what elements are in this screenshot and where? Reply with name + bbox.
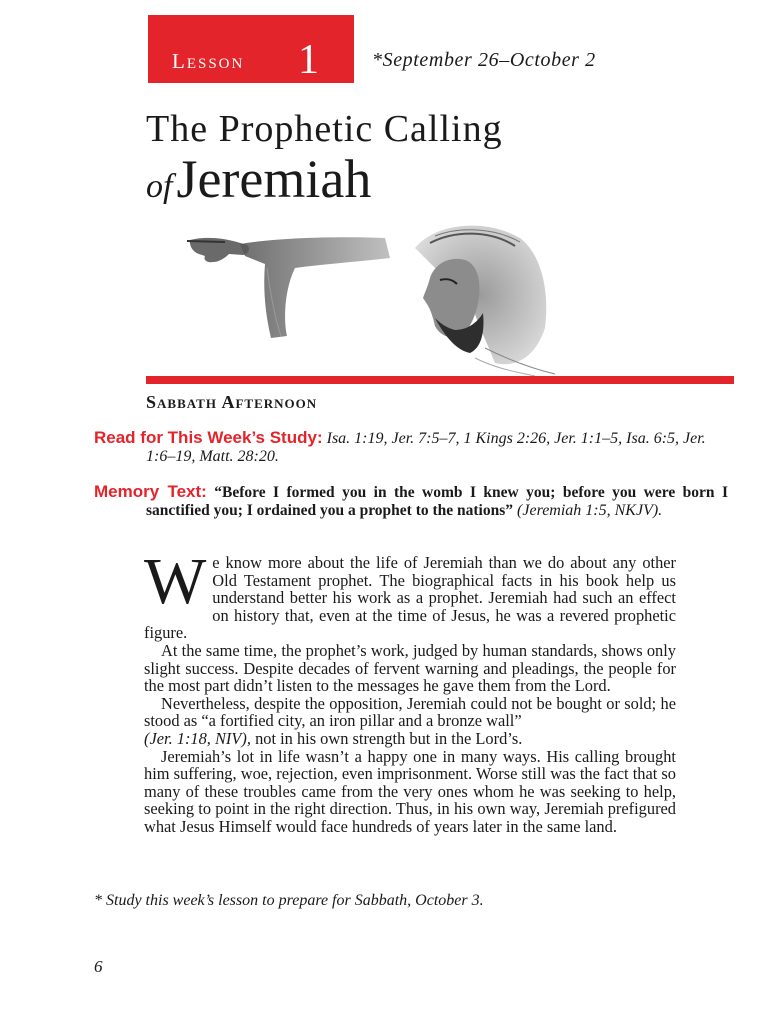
footnote: * Study this week’s lesson to prepare for Sabbath, October 3. xyxy=(94,892,484,909)
section-heading: Sabbath Afternoon xyxy=(146,392,318,412)
title-name: Jeremiah xyxy=(176,149,372,209)
lesson-number: 1 xyxy=(298,37,319,83)
lesson-dates: *September 26–October 2 xyxy=(372,49,596,71)
lesson-body xyxy=(144,545,676,836)
paragraph-text: Nevertheless, despite the opposition, Jeremiah could not be bought or sold; he stood as “a fortified city, an iron pillar and a bronze wall” xyxy=(144,693,676,731)
page-number: 6 xyxy=(94,957,103,976)
paragraph-text: e know more about the life of Jeremiah than we do about any other Old Testament prophet. The biographical facts in his book help us understand better his work as a prophet. Jeremiah had such an effect on history that, even at the time of Jesus, he was a revered prophetic figure. xyxy=(144,553,676,643)
memory-text xyxy=(94,483,728,520)
scripture-reference: (Jer. 1:18, NIV), xyxy=(144,728,251,748)
prophet-illustration xyxy=(185,218,560,376)
title-of: of xyxy=(146,168,173,205)
read-label: Read for This Week’s Study: xyxy=(94,428,323,447)
body-paragraph: At the same time, the prophet’s work, judged by human standards, shows only slight success. Despite decades of fervent warning and pleadings, the people for the most part didn’t listen to the messages he gave them from the Lord. xyxy=(144,640,676,696)
body-paragraph: Jeremiah’s lot in life wasn’t a happy one in many ways. His calling brought him suffering, woe, rejection, even imprisonment. Worse still was the fact that so many of these troubles came from the very ones whom he was seeking to help, seeking to point in the right direction. Thus, in his own way, Jeremiah prefigured what Jesus Himself would face hundreds of years later in the same land. xyxy=(144,746,676,836)
lesson-label: Lesson xyxy=(172,49,245,73)
page-title-line2 xyxy=(146,149,372,209)
body-paragraph xyxy=(144,695,676,748)
paragraph-text: not in his own strength but in the Lord’s. xyxy=(250,728,523,748)
drop-cap: W xyxy=(144,545,207,618)
section-divider xyxy=(146,376,734,384)
memory-citation: (Jeremiah 1:5, NKJV). xyxy=(513,502,663,519)
memory-quote: “Before I formed you in the womb I knew you; before you were born I sanctified you; I ordained you a prophet to the nations” xyxy=(146,484,728,519)
read-for-study xyxy=(94,429,728,466)
body-paragraph xyxy=(144,545,676,643)
page-title-line1: The Prophetic Calling xyxy=(146,108,503,150)
memory-label: Memory Text: xyxy=(94,482,207,501)
read-references: Isa. 1:19, Jer. 7:5–7, 1 Kings 2:26, Jer. 1:1–5, Isa. 6:5, Jer. 1:6–19, Matt. 28:20. xyxy=(146,430,706,465)
lesson-badge xyxy=(148,15,354,83)
